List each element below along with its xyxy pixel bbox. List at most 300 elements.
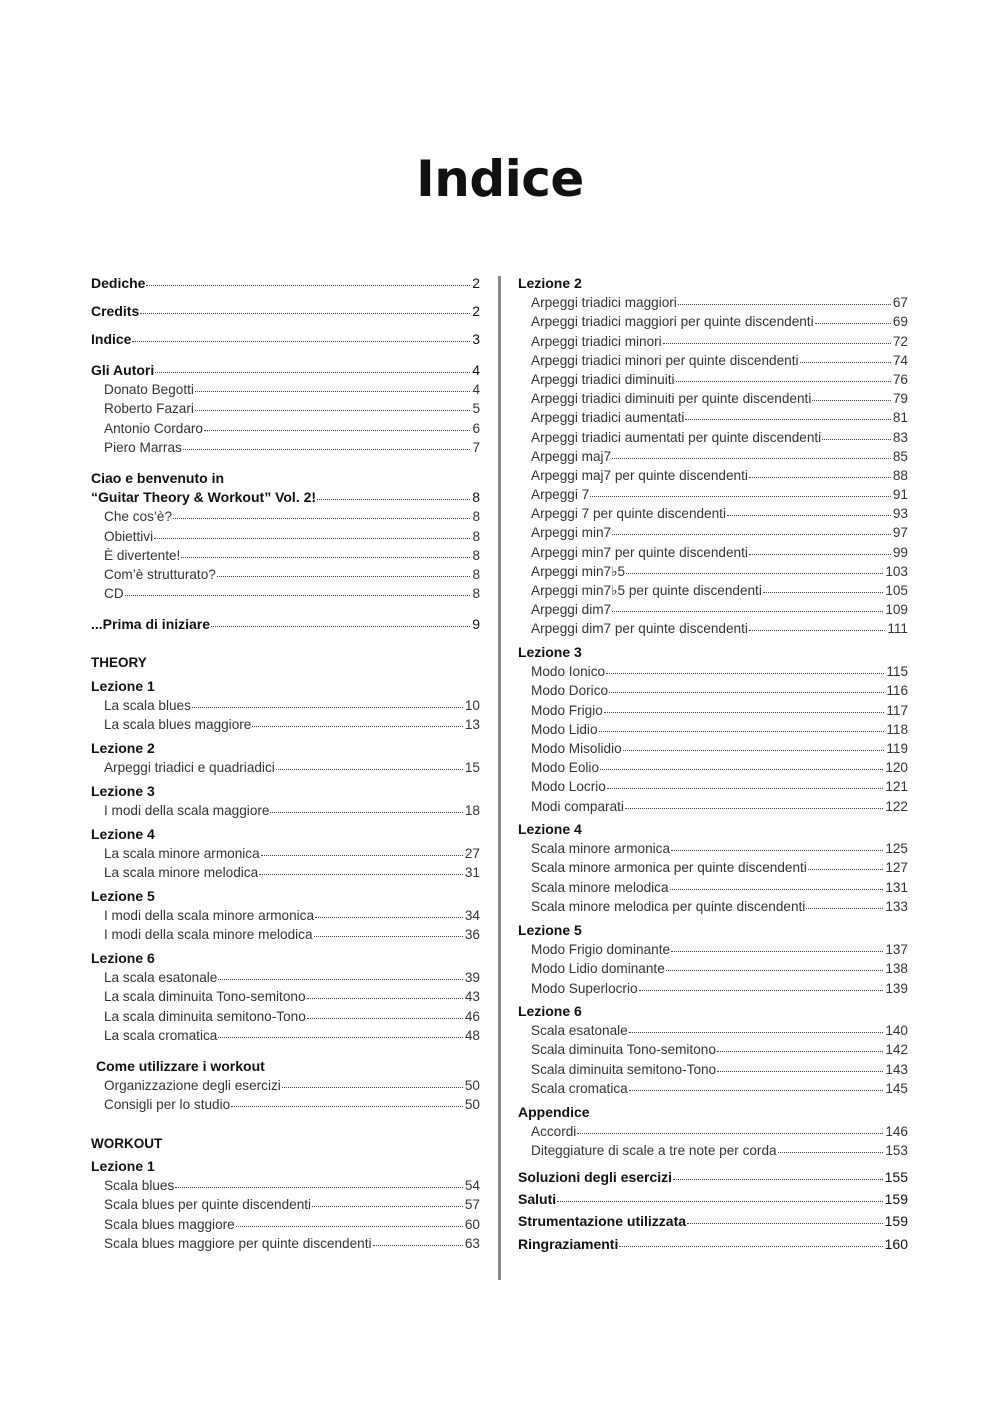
toc-page-number: 153 — [885, 1143, 908, 1159]
toc-entry-label: I modi della scala minore armonica — [104, 908, 315, 924]
dot-leader — [763, 592, 883, 593]
toc-entry-label: Modo Frigio — [531, 702, 603, 718]
toc-entry[interactable] — [518, 485, 908, 504]
toc-entry[interactable] — [518, 351, 908, 370]
toc-entry-label: La scala blues maggiore — [104, 717, 252, 733]
dot-leader — [252, 726, 463, 727]
toc-entry[interactable] — [518, 389, 908, 408]
dot-leader — [612, 611, 883, 612]
toc-heading[interactable] — [91, 330, 480, 349]
dot-leader — [685, 419, 890, 420]
toc-page-number: 122 — [885, 798, 908, 814]
toc-entry-label: Lezione 3 — [91, 783, 155, 799]
toc-section — [91, 782, 480, 820]
dot-leader — [687, 1223, 883, 1224]
toc-entry[interactable] — [518, 332, 908, 351]
toc-entry[interactable] — [91, 758, 480, 777]
toc-heading — [518, 1002, 908, 1021]
dot-leader — [607, 788, 884, 789]
toc-entry[interactable] — [518, 758, 908, 777]
toc-entry-label: Consigli per lo studio — [104, 1097, 231, 1113]
toc-page-number: 137 — [885, 942, 908, 958]
toc-page-number: 103 — [885, 563, 908, 579]
toc-page-number: 2 — [472, 275, 480, 291]
toc-page-number: 13 — [464, 717, 480, 733]
toc-page-number: 142 — [885, 1042, 908, 1058]
toc-entry-label: Scala diminuita Tono-semitono — [531, 1042, 716, 1058]
dot-leader — [629, 1032, 884, 1033]
toc-section — [518, 643, 908, 816]
toc-entry-label: Scala cromatica — [531, 1080, 628, 1096]
toc-page-number: 120 — [885, 760, 908, 776]
toc-section — [518, 1190, 908, 1209]
dot-leader — [154, 538, 470, 539]
dot-leader — [727, 515, 891, 516]
dot-leader — [749, 477, 891, 478]
toc-entry[interactable] — [518, 581, 908, 600]
toc-entry-label: Roberto Fazari — [104, 401, 194, 417]
toc-page-number: 117 — [886, 702, 908, 718]
toc-page-number: 91 — [892, 487, 908, 503]
dot-leader — [749, 630, 885, 631]
toc-page-number: 74 — [892, 352, 908, 368]
dot-leader — [812, 400, 891, 401]
toc-entry-label: Ciao e benvenuto in — [91, 470, 225, 486]
toc-page-number: 143 — [885, 1061, 908, 1077]
toc-entry-label: Dediche — [91, 275, 146, 291]
dot-leader — [619, 1246, 882, 1247]
toc-entry[interactable] — [518, 1060, 908, 1079]
toc-heading[interactable] — [518, 1190, 908, 1209]
toc-entry-label: Lezione 2 — [91, 740, 155, 756]
toc-entry-label: Lezione 6 — [518, 1003, 582, 1019]
toc-entry-label: Arpeggi min7♭5 — [531, 563, 626, 579]
toc-entry-label: Scala blues — [104, 1178, 175, 1194]
toc-page-number: 31 — [464, 865, 480, 881]
toc-page-number: 139 — [885, 980, 908, 996]
toc-heading[interactable] — [91, 274, 480, 293]
toc-heading[interactable] — [518, 1168, 908, 1187]
toc-entry-label: Lezione 1 — [91, 1158, 155, 1174]
toc-section — [91, 469, 480, 603]
toc-section — [91, 302, 480, 321]
toc-entry[interactable] — [518, 293, 908, 312]
dot-leader — [307, 1018, 463, 1019]
toc-entry[interactable] — [91, 584, 480, 603]
dot-leader — [629, 1090, 884, 1091]
toc-page-number: 18 — [464, 803, 480, 819]
toc-entry[interactable] — [91, 1095, 480, 1114]
dot-leader — [195, 410, 471, 411]
dot-leader — [590, 496, 891, 497]
toc-entry[interactable] — [91, 715, 480, 734]
toc-entry[interactable] — [518, 619, 908, 638]
toc-section — [518, 1103, 908, 1161]
toc-entry-label: Scala diminuita semitono-Tono — [531, 1061, 717, 1077]
dot-leader — [815, 323, 891, 324]
toc-heading — [91, 887, 480, 906]
toc-page-number: 127 — [885, 860, 908, 876]
toc-page-number: 54 — [464, 1178, 480, 1194]
dot-leader — [604, 712, 885, 713]
toc-entry[interactable] — [91, 696, 480, 715]
toc-entry-label: Lezione 6 — [91, 950, 155, 966]
dot-leader — [717, 1051, 883, 1052]
toc-entry[interactable] — [91, 1234, 480, 1253]
toc-entry[interactable] — [91, 968, 480, 987]
toc-entry[interactable] — [518, 447, 908, 466]
dot-leader — [195, 391, 471, 392]
toc-page-number: 79 — [892, 391, 908, 407]
toc-entry[interactable] — [518, 408, 908, 427]
toc-entry-label: Arpeggi triadici minori — [531, 333, 662, 349]
toc-entry[interactable] — [518, 1141, 908, 1160]
toc-entry-label: Scala minore armonica — [531, 841, 671, 857]
dot-leader — [673, 1179, 883, 1180]
toc-page-number: 131 — [885, 879, 908, 895]
toc-entry[interactable] — [91, 906, 480, 925]
toc-entry-label: Appendice — [518, 1104, 590, 1120]
toc-entry-label: I modi della scala minore melodica — [104, 927, 313, 943]
toc-entry[interactable] — [91, 863, 480, 882]
toc-entry[interactable] — [91, 1076, 480, 1095]
toc-entry-label: Lezione 4 — [91, 826, 155, 842]
toc-entry[interactable] — [518, 878, 908, 897]
dot-leader — [599, 731, 885, 732]
toc-entry-label: Lezione 4 — [518, 821, 582, 837]
toc-entry-label: Scala minore melodica — [531, 879, 669, 895]
toc-entry-label: Organizzazione degli esercizi — [104, 1078, 281, 1094]
toc-heading[interactable] — [518, 1212, 908, 1231]
dot-leader — [678, 304, 891, 305]
dot-leader — [218, 1037, 463, 1038]
toc-entry[interactable] — [518, 979, 908, 998]
toc-entry[interactable] — [91, 1215, 480, 1234]
toc-entry-label: Lezione 1 — [91, 678, 155, 694]
toc-entry[interactable] — [518, 600, 908, 619]
toc-entry[interactable] — [91, 1176, 480, 1195]
toc-entry[interactable] — [91, 1007, 480, 1026]
toc-entry[interactable] — [91, 380, 480, 399]
toc-entry-label: Modo Dorico — [531, 683, 609, 699]
toc-page-number: 116 — [886, 683, 908, 699]
toc-heading — [91, 1157, 480, 1176]
toc-entry-label: Arpeggi 7 — [531, 487, 590, 503]
dot-leader — [175, 1187, 463, 1188]
toc-entry[interactable] — [518, 1040, 908, 1059]
toc-entry-label: La scala minore armonica — [104, 846, 260, 862]
toc-entry-label: Arpeggi dim7 — [531, 602, 612, 618]
toc-entry-label: Arpeggi min7 — [531, 525, 612, 541]
dot-leader — [231, 1106, 463, 1107]
dot-leader — [666, 970, 884, 971]
toc-page-number: 4 — [472, 362, 480, 378]
toc-page-number: 72 — [892, 333, 908, 349]
dot-leader — [808, 869, 884, 870]
dot-leader — [125, 595, 471, 596]
toc-entry[interactable] — [91, 507, 480, 526]
toc-section — [518, 1002, 908, 1098]
toc-entry-label: Modo Eolio — [531, 760, 600, 776]
toc-entry-label: Arpeggi min7 per quinte discendenti — [531, 544, 748, 560]
dot-leader — [800, 362, 891, 363]
toc-page-number: 46 — [464, 1008, 480, 1024]
dot-leader — [218, 979, 463, 980]
toc-entry[interactable] — [518, 428, 908, 447]
toc-entry[interactable] — [518, 562, 908, 581]
toc-entry[interactable] — [518, 739, 908, 758]
toc-page-number: 3 — [472, 331, 480, 347]
toc-page-number: 81 — [892, 410, 908, 426]
dot-leader — [312, 1206, 463, 1207]
toc-entry-label: Obiettivi — [104, 528, 154, 544]
toc-page-number: 145 — [885, 1080, 908, 1096]
toc-section — [91, 825, 480, 883]
toc-entry[interactable] — [91, 419, 480, 438]
toc-heading[interactable] — [91, 615, 480, 634]
toc-page-number: 121 — [885, 779, 908, 795]
toc-entry-label: Modi comparati — [531, 798, 624, 814]
dot-leader — [236, 1226, 463, 1227]
toc-entry-label: Arpeggi triadici minori per quinte discendenti — [531, 352, 799, 368]
toc-section — [91, 274, 480, 293]
dot-leader — [717, 1071, 883, 1072]
toc-section — [91, 330, 480, 349]
toc-heading — [91, 739, 480, 758]
toc-entry[interactable] — [518, 1021, 908, 1040]
toc-entry[interactable] — [518, 1079, 908, 1098]
toc-heading — [91, 949, 480, 968]
toc-entry[interactable] — [518, 797, 908, 816]
toc-heading — [518, 1103, 908, 1122]
dot-leader — [626, 573, 883, 574]
dot-leader — [612, 534, 891, 535]
toc-page-number: 8 — [472, 489, 480, 506]
dot-leader — [606, 673, 884, 674]
toc-entry-label: Arpeggi triadici aumentati — [531, 410, 685, 426]
toc-section — [518, 1212, 908, 1231]
dot-leader — [155, 372, 470, 373]
dot-leader — [314, 936, 463, 937]
toc-entry-label: Modo Locrio — [531, 779, 606, 795]
toc-page-number: 105 — [885, 583, 908, 598]
toc-entry-label: Come utilizzare i workout — [96, 1058, 265, 1074]
dot-leader — [600, 769, 883, 770]
toc-entry[interactable] — [518, 701, 908, 720]
dot-leader — [181, 557, 470, 558]
toc-page-number: 10 — [464, 698, 480, 714]
toc-entry[interactable] — [518, 959, 908, 978]
toc-page-number: 9 — [472, 616, 480, 632]
toc-section — [91, 887, 480, 945]
column-divider — [498, 276, 501, 1280]
toc-entry-label: Indice — [91, 331, 132, 347]
toc-entry-label: Scala minore armonica per quinte discendenti — [531, 860, 807, 876]
dot-leader — [625, 808, 883, 809]
toc-page-number: 160 — [884, 1236, 908, 1252]
toc-heading — [91, 825, 480, 844]
toc-page-number: 34 — [464, 908, 480, 924]
dot-leader — [609, 692, 884, 693]
toc-entry[interactable] — [91, 987, 480, 1006]
toc-entry-label: Diteggiature di scale a tre note per corda — [531, 1143, 777, 1159]
toc-heading — [91, 653, 480, 672]
toc-page-number: 155 — [884, 1169, 908, 1185]
toc-entry-label: Lezione 5 — [518, 922, 582, 938]
toc-entry-label: Scala blues maggiore — [104, 1216, 235, 1232]
toc-entry-label: CD — [104, 586, 124, 602]
dot-leader — [577, 1133, 883, 1134]
toc-page-number: 2 — [472, 303, 480, 319]
dot-leader — [778, 1152, 884, 1153]
toc-page-number: 8 — [472, 509, 480, 525]
toc-entry[interactable] — [518, 1122, 908, 1141]
toc-entry[interactable] — [91, 1026, 480, 1045]
dot-leader — [315, 917, 463, 918]
toc-entry[interactable] — [91, 925, 480, 944]
toc-entry-label: Arpeggi triadici diminuiti per quinte discendenti — [531, 391, 812, 407]
toc-entry-label: Scala blues maggiore per quinte discendenti — [104, 1235, 372, 1251]
toc-section — [91, 653, 480, 672]
toc-entry-label: Arpeggi maj7 — [531, 448, 612, 464]
toc-heading — [518, 921, 908, 940]
toc-page-number: 43 — [464, 989, 480, 1005]
toc-entry-label: Che cos’è? — [104, 509, 173, 525]
toc-entry[interactable] — [518, 940, 908, 959]
toc-entry[interactable] — [518, 370, 908, 389]
toc-page-number: 99 — [892, 544, 908, 560]
toc-entry-label: Donato Begotti — [104, 382, 194, 398]
toc-entry[interactable] — [91, 527, 480, 546]
dot-leader — [276, 769, 463, 770]
toc-entry[interactable] — [518, 543, 908, 562]
toc-entry[interactable] — [91, 844, 480, 863]
toc-page-number: 146 — [885, 1124, 908, 1140]
toc-entry-label: La scala diminuita semitono-Tono — [104, 1008, 306, 1024]
toc-section — [518, 921, 908, 998]
dot-leader — [373, 1245, 463, 1246]
toc-page-number: 118 — [886, 721, 908, 737]
toc-page-number: 6 — [472, 420, 480, 436]
toc-entry-label: Modo Superlocrio — [531, 980, 638, 996]
toc-section — [91, 1157, 480, 1253]
toc-page-number: 4 — [472, 382, 480, 398]
toc-page-number: 8 — [472, 566, 480, 582]
dot-leader — [261, 855, 463, 856]
toc-entry-label: Soluzioni degli esercizi — [518, 1169, 673, 1185]
toc-page-number: 8 — [472, 547, 480, 563]
toc-entry-label: Arpeggi maj7 per quinte discendenti — [531, 467, 748, 483]
toc-page-number: 109 — [885, 602, 908, 618]
toc-entry-label: Strumentazione utilizzata — [518, 1213, 687, 1229]
toc-heading[interactable] — [518, 1235, 908, 1254]
toc-entry[interactable] — [91, 1195, 480, 1214]
toc-page-number: 111 — [887, 621, 908, 637]
toc-entry-label: Antonio Cordaro — [104, 420, 203, 436]
toc-section — [91, 677, 480, 735]
toc-page-number: 119 — [886, 740, 908, 756]
toc-entry[interactable] — [518, 777, 908, 796]
toc-entry[interactable] — [91, 565, 480, 584]
toc-section — [518, 274, 908, 639]
toc-entry[interactable] — [518, 720, 908, 739]
toc-page-number: 115 — [886, 664, 908, 680]
toc-entry[interactable] — [518, 897, 908, 916]
toc-entry-label: La scala minore melodica — [104, 865, 259, 881]
toc-page-number: 50 — [464, 1097, 480, 1113]
toc-section — [91, 739, 480, 777]
toc-page-number: 76 — [892, 371, 908, 387]
toc-entry-label: Arpeggi min7♭5 per quinte discendenti — [531, 583, 762, 598]
toc-page-number: 63 — [464, 1235, 480, 1251]
toc-entry-label: THEORY — [91, 655, 147, 670]
toc-entry-label: Saluti — [518, 1191, 557, 1207]
toc-page-number: 67 — [892, 295, 908, 311]
toc-entry-label: ...Prima di iniziare — [91, 616, 211, 632]
toc-heading — [518, 643, 908, 662]
toc-entry[interactable] — [91, 438, 480, 457]
toc-heading[interactable] — [91, 488, 480, 507]
dot-leader — [822, 439, 891, 440]
toc-entry[interactable] — [91, 546, 480, 565]
toc-entry-label: Com’è strutturato? — [104, 566, 216, 582]
dot-leader — [670, 889, 884, 890]
dot-leader — [146, 285, 470, 286]
toc-entry-label: Ringraziamenti — [518, 1236, 619, 1252]
toc-heading — [91, 469, 480, 488]
dot-leader — [204, 430, 470, 431]
toc-entry-label: Accordi — [531, 1124, 577, 1140]
toc-entry[interactable] — [518, 839, 908, 858]
toc-entry-label: Arpeggi dim7 per quinte discendenti — [531, 621, 748, 637]
toc-entry[interactable] — [91, 399, 480, 418]
toc-heading[interactable] — [91, 302, 480, 321]
dot-leader — [317, 499, 470, 500]
toc-page-number: 159 — [884, 1191, 908, 1207]
toc-heading — [518, 820, 908, 839]
toc-entry-label: I modi della scala maggiore — [104, 803, 270, 819]
toc-section — [518, 820, 908, 916]
page-title: Indice — [416, 150, 584, 208]
toc-entry[interactable] — [518, 523, 908, 542]
toc-entry[interactable] — [91, 801, 480, 820]
dot-leader — [259, 874, 463, 875]
toc-heading[interactable] — [91, 361, 480, 380]
toc-heading — [91, 677, 480, 696]
toc-entry[interactable] — [518, 312, 908, 331]
toc-entry[interactable] — [518, 504, 908, 523]
dot-leader — [173, 518, 470, 519]
toc-entry[interactable] — [518, 662, 908, 681]
toc-section — [91, 1134, 480, 1153]
toc-entry[interactable] — [518, 681, 908, 700]
dot-leader — [211, 626, 470, 627]
dot-leader — [806, 908, 883, 909]
toc-page-number: 27 — [464, 846, 480, 862]
toc-entry[interactable] — [518, 466, 908, 485]
toc-heading — [91, 782, 480, 801]
dot-leader — [307, 998, 463, 999]
toc-section — [91, 361, 480, 457]
toc-page-number: 83 — [892, 429, 908, 445]
toc-entry-label: È divertente! — [104, 547, 181, 563]
toc-entry[interactable] — [518, 858, 908, 877]
toc-entry-label: Lezione 3 — [518, 644, 582, 660]
dot-leader — [282, 1087, 463, 1088]
toc-entry-label: La scala esatonale — [104, 970, 218, 986]
toc-entry-label: Modo Lidio — [531, 721, 598, 737]
toc-page-number: 140 — [885, 1023, 908, 1039]
